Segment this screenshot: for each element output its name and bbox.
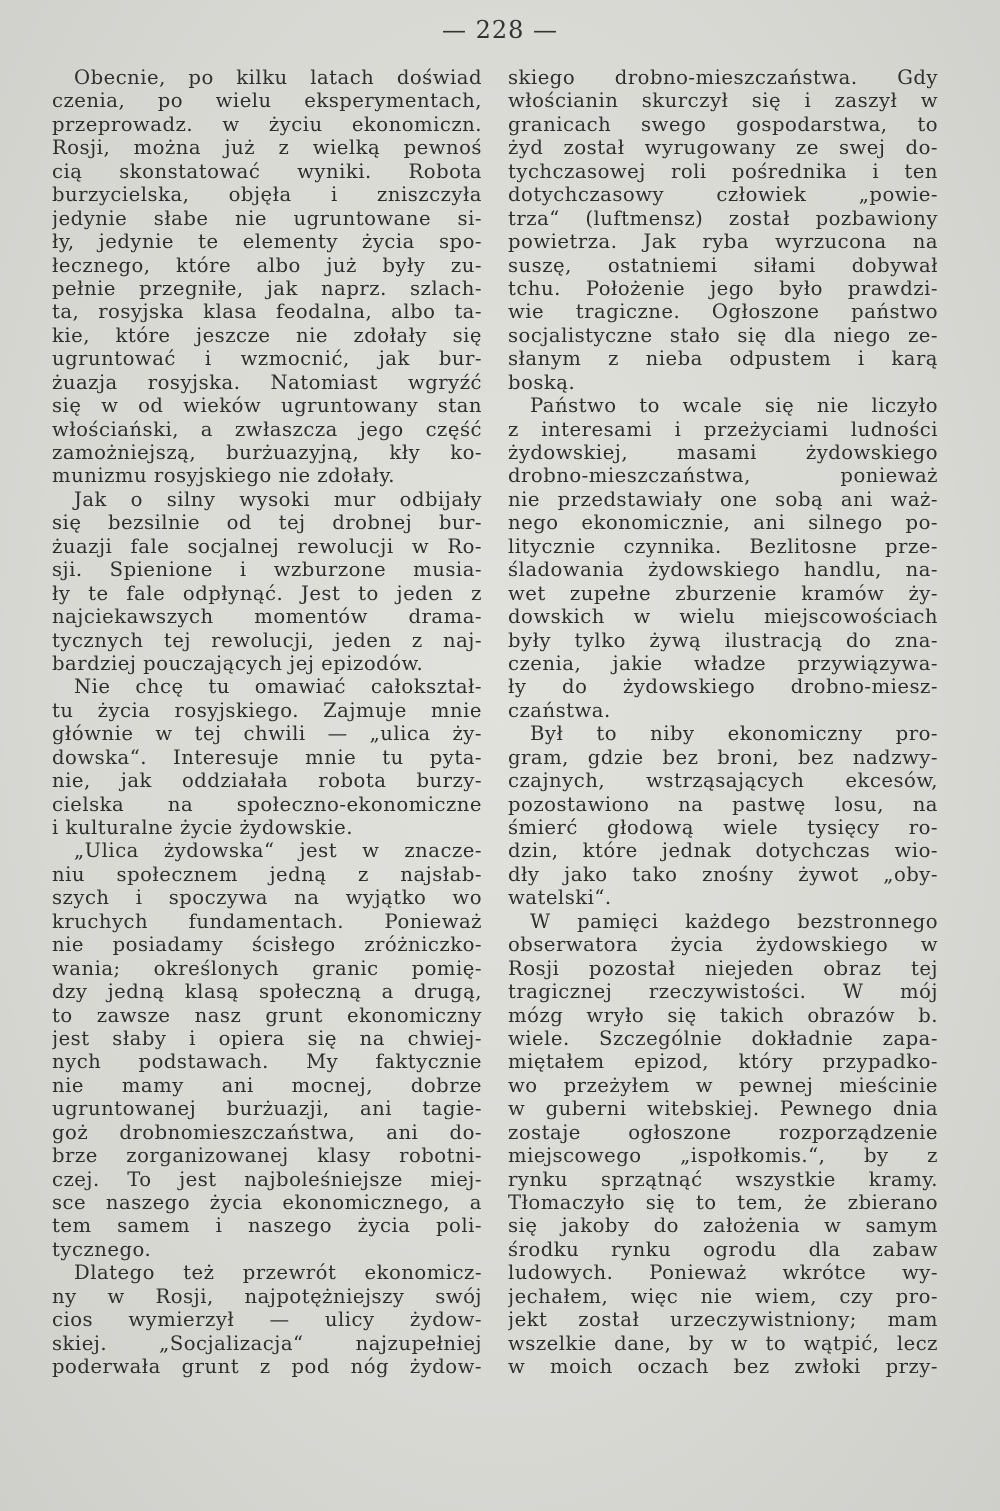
text-line: to zawsze nasz grunt ekonomiczny xyxy=(52,1003,482,1027)
text-line: wie tragiczne. Ogłoszone państwo xyxy=(508,300,938,324)
text-line: czenia, po wielu eksperymentach, xyxy=(52,89,482,113)
text-line: Rosji, można już z wielką pewnoś xyxy=(52,136,482,160)
text-line: ugruntowanej burżuazji, ani tagie- xyxy=(52,1097,482,1121)
text-line: przeprowadz. w życiu ekonomiczn. xyxy=(52,112,482,136)
text-line: włościanin skurczył się i zaszył w xyxy=(508,89,938,113)
text-line: brze zorganizowanej klasy robotni- xyxy=(52,1144,482,1168)
text-line: tu życia rosyjskiego. Zajmuje mnie xyxy=(52,698,482,722)
text-line: łecznego, które albo już były zu- xyxy=(52,253,482,277)
left-column xyxy=(52,66,482,1379)
text-line: trza“ (luftmensz) został pozbawiony xyxy=(508,206,938,230)
text-line: dły jako tako znośny żywot „oby- xyxy=(508,862,938,886)
text-line: czej. To jest najboleśniejsze miej- xyxy=(52,1167,482,1191)
text-line: tycznych tej rewolucji, jeden z naj- xyxy=(52,628,482,652)
text-line: ły te fale odpłynąć. Jest to jeden z xyxy=(52,581,482,605)
text-line: w guberni witebskiej. Pewnego dnia xyxy=(508,1097,938,1121)
text-line: śmierć głodową wiele tysięcy ro- xyxy=(508,816,938,839)
text-line: dowska“. Interesuje mnie tu pyta- xyxy=(52,745,482,769)
text-line: jechałem, więc nie wiem, czy pro- xyxy=(508,1284,938,1308)
text-line: wszelkie dane, by w to wątpić, lecz xyxy=(508,1331,938,1355)
text-line: miejscowego „ispołkomis.“, by z xyxy=(508,1144,938,1168)
text-line: nie przedstawiały one sobą ani waż- xyxy=(508,487,938,511)
text-line: granicach swego gospodarstwa, to xyxy=(508,112,938,136)
text-line: goż drobnomieszczaństwa, ani do- xyxy=(52,1120,482,1144)
text-line: Jak o silny wysoki mur odbijały xyxy=(74,487,482,511)
text-line: wania; określonych granic pomię- xyxy=(52,956,482,980)
page-number: — 228 — xyxy=(441,16,559,44)
text-line: niu społecznem jedną z najsłab- xyxy=(52,862,482,886)
text-line: wet zupełne zburzenie kramów ży- xyxy=(508,581,938,605)
text-line: ły do żydowskiego drobno-miesz- xyxy=(508,675,938,699)
text-line: czaństwa. xyxy=(508,698,611,722)
text-line: boską. xyxy=(508,370,576,394)
text-line: tycznego. xyxy=(52,1237,152,1261)
text-line: W pamięci każdego bezstronnego xyxy=(530,909,938,933)
text-line: powietrza. Jak ryba wyrzucona na xyxy=(508,230,938,254)
text-line: miętałem epizod, który przypadko- xyxy=(508,1050,938,1074)
text-line: skiego drobno-mieszczaństwa. Gdy xyxy=(508,66,938,89)
text-line: ta, rosyjska klasa feodalna, albo ta- xyxy=(52,300,482,324)
text-line: żyd został wyrugowany ze swej do- xyxy=(508,136,938,160)
text-line: munizmu rosyjskiego nie zdołały. xyxy=(52,464,396,488)
text-line: nych podstawach. My faktycznie xyxy=(52,1050,482,1074)
text-line: cios wymierzył — ulicy żydow- xyxy=(52,1308,482,1332)
text-line: głównie w tej chwili — „ulica ży- xyxy=(52,722,482,746)
text-line: nego ekonomicznie, ani silnego po- xyxy=(508,511,938,535)
text-line: dzin, które jednak dotychczas wio- xyxy=(508,839,938,863)
text-line: z interesami i przeżyciami ludności xyxy=(508,417,938,441)
text-line: nie mamy ani mocnej, dobrze xyxy=(52,1073,482,1097)
text-line: dotychczasowy człowiek „powie- xyxy=(508,183,938,207)
text-line: poderwała grunt z pod nóg żydow- xyxy=(52,1355,482,1379)
text-line: żuazja rosyjska. Natomiast wgryźć xyxy=(52,370,482,394)
text-line: ny w Rosji, najpotężniejszy swój xyxy=(52,1284,482,1308)
text-line: cią skonstatować wyniki. Robota xyxy=(52,159,482,183)
text-line: watelski“. xyxy=(508,886,612,910)
text-line: nie, jak oddziałała robota burzy- xyxy=(52,769,482,793)
text-line: się w od wieków ugruntowany stan xyxy=(52,394,482,418)
text-line: sji. Spienione i wzburzone musia- xyxy=(52,558,482,582)
text-line: czenia, jakie władze przywiązywa- xyxy=(508,651,938,675)
text-line: czajnych, wstrząsających ekcesów, xyxy=(508,769,938,793)
text-line: cielska na społeczno-ekonomiczne xyxy=(52,792,482,816)
text-line: Nie chcę tu omawiać całokształ- xyxy=(74,675,482,699)
text-line: Obecnie, po kilku latach doświad xyxy=(74,66,482,89)
text-line: pełnie przegniłe, jak naprz. szlach- xyxy=(52,276,482,300)
text-line: bardziej pouczających jej epizodów. xyxy=(52,651,424,675)
text-line: dzy jedną klasą społeczną a drugą, xyxy=(52,980,482,1004)
text-line: obserwatora życia żydowskiego w xyxy=(508,933,938,957)
text-line: litycznie czynnika. Bezlitosne prze- xyxy=(508,534,938,558)
text-line: były tylko żywą ilustracją do zna- xyxy=(508,628,938,652)
text-line: socjalistyczne stało się dla niego ze- xyxy=(508,323,938,347)
text-line: jekt został urzeczywistniony; mam xyxy=(508,1308,938,1332)
text-line: ludowych. Ponieważ wkrótce wy- xyxy=(508,1261,938,1285)
text-line: słanym z nieba odpustem i karą xyxy=(508,347,938,371)
text-line: ły, jedynie te elementy życia spo- xyxy=(52,230,482,254)
text-line: burzycielska, objęła i zniszczyła xyxy=(52,183,482,207)
text-line: Dlatego też przewrót ekonomicz- xyxy=(74,1261,482,1285)
text-line: suszę, ostatniemi siłami dobywał xyxy=(508,253,938,277)
text-line: zamożniejszą, burżuazyjną, kły ko- xyxy=(52,441,482,464)
text-line: dowskich w wielu miejscowościach xyxy=(508,605,938,629)
text-line: drobno-mieszczaństwa, ponieważ xyxy=(508,464,938,488)
text-line: mózg wryło się takich obrazów b. xyxy=(508,1003,938,1027)
text-line: „Ulica żydowska“ jest w znacze- xyxy=(74,839,482,863)
text-line: najciekawszych momentów drama- xyxy=(52,605,482,629)
text-line: tragicznej rzeczywistości. W mój xyxy=(508,980,938,1004)
text-line: kie, które jeszcze nie zdołały się xyxy=(52,323,482,347)
text-line: kruchych fundamentach. Ponieważ xyxy=(52,909,482,933)
text-line: rynku sprzątnąć wszystkie kramy. xyxy=(508,1167,938,1191)
text-line: żuazji fale socjalnej rewolucji w Ro- xyxy=(52,534,482,558)
text-line: Był to niby ekonomiczny pro- xyxy=(530,722,938,746)
right-column xyxy=(508,66,938,1379)
text-line: śladowania żydowskiego handlu, na- xyxy=(508,558,938,582)
text-line: skiej. „Socjalizacja“ najzupełniej xyxy=(52,1331,482,1355)
text-line: Tłomaczyło się to tem, że zbierano xyxy=(508,1191,938,1214)
text-line: się jakoby do założenia w samym xyxy=(508,1214,938,1238)
text-line: pozostawiono na pastwę losu, na xyxy=(508,792,938,816)
text-line: jedynie słabe nie ugruntowane si- xyxy=(52,206,482,230)
text-line: tychczasowej roli pośrednika i ten xyxy=(508,159,938,183)
text-line: w moich oczach bez zwłoki przy- xyxy=(508,1355,938,1379)
text-line: tem samem i naszego życia poli- xyxy=(52,1214,482,1238)
text-line: Państwo to wcale się nie liczyło xyxy=(530,394,938,418)
text-line: się bezsilnie od tej drobnej bur- xyxy=(52,511,482,535)
text-line: środku rynku ogrodu dla zabaw xyxy=(508,1237,938,1261)
text-line: szych i spoczywa na wyjątko wo xyxy=(52,886,482,910)
text-line: sce naszego życia ekonomicznego, a xyxy=(52,1191,482,1214)
text-line: ugruntować i wzmocnić, jak bur- xyxy=(52,347,482,371)
text-line: Rosji pozostał niejeden obraz tej xyxy=(508,956,938,980)
text-line: żydowskiej, masami żydowskiego xyxy=(508,441,938,464)
text-line: włościański, a zwłaszcza jego część xyxy=(52,417,482,441)
text-line: gram, gdzie bez broni, bez nadzwy- xyxy=(508,745,938,769)
text-line: tchu. Położenie jego było prawdzi- xyxy=(508,276,938,300)
text-line: jest słaby i opiera się na chwiej- xyxy=(52,1026,482,1050)
text-line: i kulturalne życie żydowskie. xyxy=(52,816,353,839)
text-line: wo przeżyłem w pewnej mieścinie xyxy=(508,1073,938,1097)
text-line: wiele. Szczególnie dokładnie zapa- xyxy=(508,1026,938,1050)
text-line: nie posiadamy ścisłego zróżniczko- xyxy=(52,933,482,957)
text-line: zostaje ogłoszone rozporządzenie xyxy=(508,1120,938,1144)
